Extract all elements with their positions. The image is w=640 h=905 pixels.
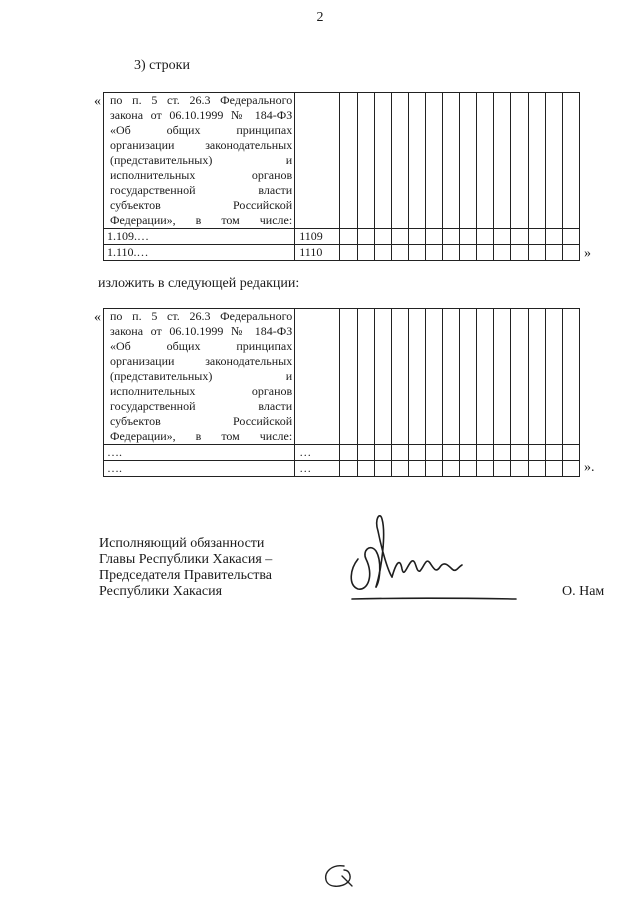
table-cell-empty	[425, 245, 442, 261]
signatory-title-line: Председателя Правительства	[99, 568, 273, 583]
table-cell-empty	[443, 245, 460, 261]
row-label-cell: ….	[104, 461, 295, 477]
table-cell-empty	[357, 93, 374, 229]
table-cell-empty	[374, 229, 391, 245]
signatory-title	[99, 536, 272, 600]
row-label-cell: 1.110.…	[104, 245, 295, 261]
table-cell-empty	[374, 245, 391, 261]
table-cell-empty	[477, 93, 494, 229]
table-cell-empty	[340, 229, 357, 245]
table-cell-empty	[511, 461, 528, 477]
table-row	[104, 445, 580, 461]
handwritten-signature	[336, 507, 526, 607]
signatory-title-line: Республики Хакасия	[99, 584, 223, 599]
table-cell-empty	[494, 445, 511, 461]
table-cell-empty	[374, 445, 391, 461]
table-cell-empty	[443, 309, 460, 445]
row-description-line: Федерации», в том числе:	[110, 213, 293, 227]
table-row	[104, 229, 580, 245]
table-cell-empty	[391, 445, 408, 461]
table-cell-empty	[477, 229, 494, 245]
item-heading: 3) строки	[134, 58, 190, 73]
table-cell-empty	[340, 309, 357, 445]
signatory-title-line: Исполняющий обязанности	[99, 536, 265, 551]
table-cell-empty	[562, 245, 579, 261]
table-cell-empty	[425, 461, 442, 477]
table-cell-empty	[391, 229, 408, 245]
table-cell-empty	[408, 445, 425, 461]
table-cell-empty	[443, 93, 460, 229]
table-header-row	[104, 309, 580, 445]
row-code-cell: 1110	[295, 245, 340, 261]
table-cell-empty	[562, 461, 579, 477]
table-cell-empty	[443, 445, 460, 461]
table-cell-empty	[477, 245, 494, 261]
table-new-wording	[103, 308, 580, 477]
table-cell-empty	[391, 461, 408, 477]
table-cell-empty	[545, 309, 562, 445]
row-description-line: исполнительных органов	[110, 384, 293, 398]
table-row	[104, 461, 580, 477]
table-cell-empty	[528, 309, 545, 445]
table-cell-empty	[511, 93, 528, 229]
signatory-name: О. Нам	[562, 584, 605, 599]
table-cell-empty	[340, 245, 357, 261]
table-cell-empty	[443, 229, 460, 245]
table-cell-empty	[528, 461, 545, 477]
table-cell-empty	[545, 93, 562, 229]
row-description-line: «Об общих принципах	[110, 123, 293, 137]
table-cell-empty	[340, 445, 357, 461]
signatory-title-line: Главы Республики Хакасия –	[99, 552, 273, 567]
row-description-cell	[104, 93, 295, 229]
table-cell-empty	[391, 309, 408, 445]
table-cell-empty	[528, 245, 545, 261]
table-header-row	[104, 93, 580, 229]
row-description-cell	[104, 309, 295, 445]
table-cell-empty	[545, 461, 562, 477]
table-row	[104, 245, 580, 261]
table-cell-empty	[477, 445, 494, 461]
table-cell-empty	[511, 229, 528, 245]
table-cell-empty	[357, 245, 374, 261]
table-cell-empty	[295, 93, 340, 229]
table-cell-empty	[425, 229, 442, 245]
opening-quote: «	[94, 310, 101, 325]
closing-quote: ».	[584, 460, 595, 475]
table-cell-empty	[511, 445, 528, 461]
table-cell-empty	[391, 245, 408, 261]
table-cell-empty	[528, 93, 545, 229]
table-cell-empty	[374, 93, 391, 229]
table-cell-empty	[562, 93, 579, 229]
table-cell-empty	[460, 229, 477, 245]
table-cell-empty	[408, 461, 425, 477]
closing-quote: »	[584, 246, 591, 261]
table-cell-empty	[494, 245, 511, 261]
handwritten-mark	[322, 862, 358, 890]
row-label-cell: 1.109.…	[104, 229, 295, 245]
table-cell-empty	[528, 229, 545, 245]
table-cell-empty	[357, 461, 374, 477]
table-cell-empty	[374, 461, 391, 477]
table-cell-empty	[528, 445, 545, 461]
table-cell-empty	[562, 445, 579, 461]
table-cell-empty	[460, 461, 477, 477]
table-cell-empty	[357, 229, 374, 245]
row-description-line: Федерации», в том числе:	[110, 429, 293, 443]
table-cell-empty	[408, 245, 425, 261]
row-description-line: исполнительных органов	[110, 168, 293, 182]
row-description-line: закона от 06.10.1999 № 184-ФЗ	[110, 324, 293, 338]
intro-text: изложить в следующей редакции:	[98, 276, 300, 291]
row-code-cell: 1109	[295, 229, 340, 245]
table-cell-empty	[408, 309, 425, 445]
table-cell-empty	[562, 229, 579, 245]
table-cell-empty	[460, 93, 477, 229]
table-cell-empty	[494, 309, 511, 445]
row-code-cell: …	[295, 445, 340, 461]
table-cell-empty	[391, 93, 408, 229]
table-cell-empty	[425, 445, 442, 461]
table-cell-empty	[443, 461, 460, 477]
table-cell-empty	[425, 93, 442, 229]
table-cell-empty	[562, 309, 579, 445]
row-description-line: по п. 5 ст. 26.3 Федерального	[110, 93, 293, 107]
row-description-line: «Об общих принципах	[110, 339, 293, 353]
row-description-line: государственной власти	[110, 399, 293, 413]
table-cell-empty	[425, 309, 442, 445]
row-description-line: по п. 5 ст. 26.3 Федерального	[110, 309, 293, 323]
row-description-line: организации законодательных	[110, 354, 293, 368]
row-description-line: государственной власти	[110, 183, 293, 197]
row-description-line: (представительных) и	[110, 369, 293, 383]
table-cell-empty	[545, 229, 562, 245]
table-cell-empty	[494, 461, 511, 477]
table-cell-empty	[295, 309, 340, 445]
table-cell-empty	[340, 93, 357, 229]
table-cell-empty	[494, 93, 511, 229]
table-cell-empty	[545, 445, 562, 461]
table-cell-empty	[408, 93, 425, 229]
row-description-line: (представительных) и	[110, 153, 293, 167]
row-description-line: субъектов Российской	[110, 198, 293, 212]
table-cell-empty	[477, 309, 494, 445]
opening-quote: «	[94, 94, 101, 109]
row-label-cell: ….	[104, 445, 295, 461]
table-cell-empty	[460, 445, 477, 461]
row-description-line: организации законодательных	[110, 138, 293, 152]
table-cell-empty	[408, 229, 425, 245]
table-old-wording	[103, 92, 580, 261]
table-cell-empty	[494, 229, 511, 245]
table-cell-empty	[545, 245, 562, 261]
table-cell-empty	[511, 245, 528, 261]
table-cell-empty	[477, 461, 494, 477]
table-cell-empty	[374, 309, 391, 445]
table-cell-empty	[357, 309, 374, 445]
table-cell-empty	[340, 461, 357, 477]
row-code-cell: …	[295, 461, 340, 477]
table-cell-empty	[460, 245, 477, 261]
page-number: 2	[316, 10, 324, 25]
row-description-line: субъектов Российской	[110, 414, 293, 428]
table-cell-empty	[357, 445, 374, 461]
row-description-line: закона от 06.10.1999 № 184-ФЗ	[110, 108, 293, 122]
table-cell-empty	[511, 309, 528, 445]
table-cell-empty	[460, 309, 477, 445]
